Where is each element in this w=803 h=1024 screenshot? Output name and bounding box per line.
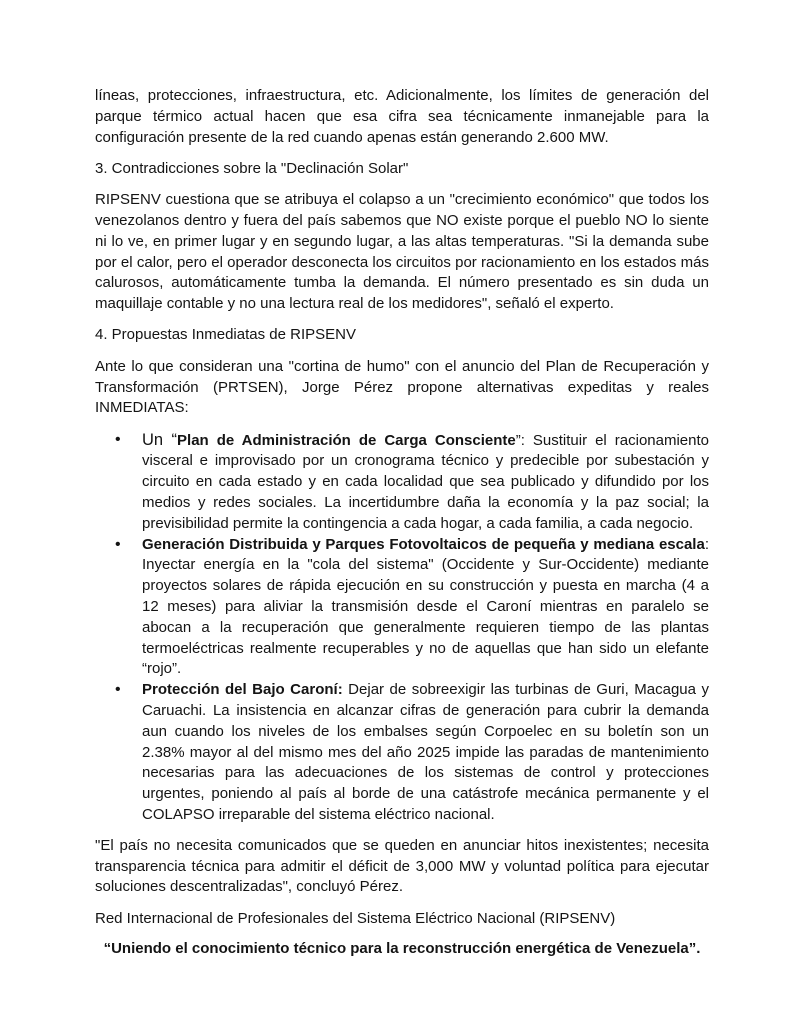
list-item-caroni-protection <box>115 680 709 826</box>
item-title: Generación Distribuida y Parques Fotovoltaicos de pequeña y mediana escala <box>142 535 705 553</box>
bullet-icon: • <box>115 430 121 448</box>
organization-motto: “Uniendo el conocimiento técnico para la reconstrucción energética de Venezuela”. <box>103 940 701 958</box>
item-title: Protección del Bajo Caroní: <box>142 681 343 699</box>
proposals-list <box>95 430 709 826</box>
paragraph-proposals-intro: Ante lo que consideran una "cortina de humo" con el anuncio del Plan de Recuperación y Transformación (PRTSEN), Jorge Pérez propone alternativas expeditas y reales INMEDIATAS: <box>95 357 709 417</box>
list-item-distributed-generation <box>115 535 709 681</box>
paragraph-network-limits: líneas, protecciones, infraestructura, etc. Adicionalmente, los límites de generación del parque térmico actual hacen que esa cifra sea técnicamente inmanejable para la configuración presente de la red cuando apenas están generando 2.600 MW. <box>95 87 709 146</box>
list-item-load-plan <box>115 430 709 535</box>
item-title: Plan de Administración de Carga Consciente <box>177 431 516 449</box>
item-body: : Inyectar energía en la "cola del sistema" (Occidente y Sur-Occidente) mediante proyectos solares de rápida ejecución en su construcción y puesta en marcha (4 a 12 meses) para aliviar la transmisión desde el Caroní mientras en paralelo se abocan a la recuperación que generalmente requieren tiempo de las plantas termoeléctricas realmente recuperables y no de aquellas que han sido un elefante “rojo”. <box>142 535 709 678</box>
closing-quote: "El país no necesita comunicados que se queden en anunciar hitos inexistentes; necesita transparencia técnica para admitir el déficit de 3,000 MW y voluntad política para ejecutar soluciones descentralizadas", concluyó Pérez. <box>95 836 709 896</box>
item-lead-text: Un “ <box>142 430 178 449</box>
organization-name: Red Internacional de Profesionales del Sistema Eléctrico Nacional (RIPSENV) <box>95 909 616 927</box>
item-body: Dejar de sobreexigir las turbinas de Guri, Macagua y Caruachi. La insistencia en alcanzar cifras de generación para cubrir la demanda aun cuando los niveles de los embalses según Corpoelec en su boletín son un 2.38% mayor al del mismo mes del año 2025 impide las paradas de mantenimiento necesarias para las adecuaciones de los sistemas de control y protecciones urgentes, poniendo al país al borde de una catástrofe mecánica permanente y el COLAPSO irreparable del sistema eléctrico nacional. <box>142 681 709 823</box>
section-heading-proposals: 4. Propuestas Inmediatas de RIPSENV <box>95 326 356 344</box>
section-heading-solar-declination: 3. Contradicciones sobre la "Declinación Solar" <box>95 159 409 177</box>
paragraph-demand-critique: RIPSENV cuestiona que se atribuya el colapso a un "crecimiento económico" que todos los venezolanos dentro y fuera del país sabemos que NO existe porque el pueblo NO lo siente ni lo ve, en primer lugar y en segundo lugar, a las altas temperaturas. "Si la demanda sube por el calor, pero el operador desconecta los circuitos por racionamiento en los estados más calurosos, automáticamente tumba la demanda. El número presentado es sin duda un maquillaje contable y no una lectura real de los medidores", señaló el experto. <box>95 191 709 313</box>
item-body: ”: Sustituir el racionamiento visceral e improvisado por un cronograma técnico y predecible por subestación y circuito en cada estado y en cada localidad que sea publicado y difundido por los medios y redes sociales. La incertidumbre daña la economía y la paz social; la previsibilidad permite la contingencia a cada hogar, a cada familia, a cada negocio. <box>142 431 709 532</box>
bullet-icon: • <box>115 535 121 553</box>
bullet-icon: • <box>115 681 121 699</box>
